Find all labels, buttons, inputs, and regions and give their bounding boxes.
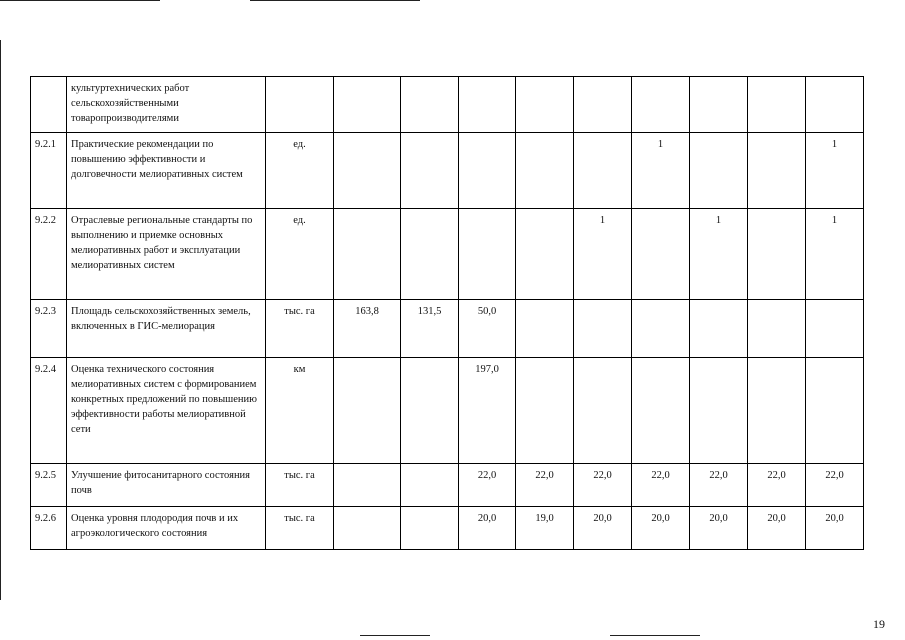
row-number: 9.2.5 [31, 464, 67, 507]
row-value: 22,0 [690, 464, 748, 507]
row-value [690, 77, 748, 133]
row-value [516, 358, 574, 464]
row-unit: ед. [266, 133, 334, 209]
row-value: 163,8 [334, 300, 401, 358]
row-value [690, 133, 748, 209]
row-value [516, 209, 574, 300]
row-number: 9.2.1 [31, 133, 67, 209]
table-row [31, 209, 864, 300]
row-value [632, 77, 690, 133]
row-value [516, 133, 574, 209]
row-value [401, 507, 459, 550]
row-value: 19,0 [516, 507, 574, 550]
row-value [334, 209, 401, 300]
row-unit: км [266, 358, 334, 464]
table-row [31, 464, 864, 507]
row-value [632, 300, 690, 358]
row-value: 20,0 [806, 507, 864, 550]
row-value [334, 507, 401, 550]
row-unit: тыс. га [266, 300, 334, 358]
row-value [748, 77, 806, 133]
row-value: 1 [806, 209, 864, 300]
row-value: 1 [632, 133, 690, 209]
row-value: 20,0 [459, 507, 516, 550]
row-unit [266, 77, 334, 133]
table-row [31, 507, 864, 550]
row-value [401, 209, 459, 300]
row-value: 50,0 [459, 300, 516, 358]
row-value [334, 358, 401, 464]
row-value [806, 300, 864, 358]
row-value: 22,0 [574, 464, 632, 507]
row-description: Площадь сельскохозяйственных земель, включенных в ГИС-мелиорация [67, 300, 266, 358]
row-value: 20,0 [574, 507, 632, 550]
row-number: 9.2.6 [31, 507, 67, 550]
page-number: 19 [873, 617, 885, 631]
row-value [632, 358, 690, 464]
row-value [334, 133, 401, 209]
row-description: Оценка уровня плодородия почв и их агроэкологического состояния [67, 507, 266, 550]
table-row [31, 133, 864, 209]
row-value: 22,0 [459, 464, 516, 507]
row-value: 1 [574, 209, 632, 300]
row-value [806, 77, 864, 133]
row-value [806, 358, 864, 464]
row-value: 20,0 [748, 507, 806, 550]
row-description: Оценка технического состояния мелиоративных систем с формированием конкретных предложений по повышению эффективности работы мелиоративной сети [67, 358, 266, 464]
row-value [574, 358, 632, 464]
row-value [401, 77, 459, 133]
row-value [748, 358, 806, 464]
row-value: 22,0 [516, 464, 574, 507]
row-unit: тыс. га [266, 464, 334, 507]
row-number: 9.2.3 [31, 300, 67, 358]
row-value [748, 133, 806, 209]
row-value [574, 77, 632, 133]
row-value: 20,0 [690, 507, 748, 550]
row-value: 1 [690, 209, 748, 300]
table-row [31, 358, 864, 464]
row-value [334, 77, 401, 133]
row-value: 197,0 [459, 358, 516, 464]
table-row [31, 77, 864, 133]
row-unit: ед. [266, 209, 334, 300]
row-value [401, 464, 459, 507]
row-value [748, 209, 806, 300]
row-value [632, 209, 690, 300]
row-value: 131,5 [401, 300, 459, 358]
scan-edge-bottom-right [610, 635, 700, 636]
row-value: 22,0 [632, 464, 690, 507]
row-value [574, 133, 632, 209]
row-value [459, 77, 516, 133]
scan-edge-top-left [0, 0, 160, 1]
data-table [30, 76, 864, 550]
row-value [516, 77, 574, 133]
row-value [334, 464, 401, 507]
row-value [748, 300, 806, 358]
table-row [31, 300, 864, 358]
row-description: культуртехнических работ сельскохозяйственными товаропроизводителями [67, 77, 266, 133]
row-value [516, 300, 574, 358]
row-description: Отраслевые региональные стандарты по выполнению и приемке основных мелиоративных работ и эксплуатации мелиоративных систем [67, 209, 266, 300]
scan-edge-top-middle [250, 0, 420, 1]
row-value [690, 300, 748, 358]
row-number: 9.2.2 [31, 209, 67, 300]
scan-edge-bottom [360, 635, 430, 636]
row-number [31, 77, 67, 133]
scan-edge-left [0, 40, 1, 600]
row-description: Улучшение фитосанитарного состояния почв [67, 464, 266, 507]
row-value: 1 [806, 133, 864, 209]
row-description: Практические рекомендации по повышению эффективности и долговечности мелиоративных систем [67, 133, 266, 209]
row-value: 22,0 [806, 464, 864, 507]
row-value [401, 358, 459, 464]
row-unit: тыс. га [266, 507, 334, 550]
row-value [690, 358, 748, 464]
row-value [459, 209, 516, 300]
row-value [459, 133, 516, 209]
row-value [401, 133, 459, 209]
row-value [574, 300, 632, 358]
row-value: 20,0 [632, 507, 690, 550]
row-value: 22,0 [748, 464, 806, 507]
row-number: 9.2.4 [31, 358, 67, 464]
